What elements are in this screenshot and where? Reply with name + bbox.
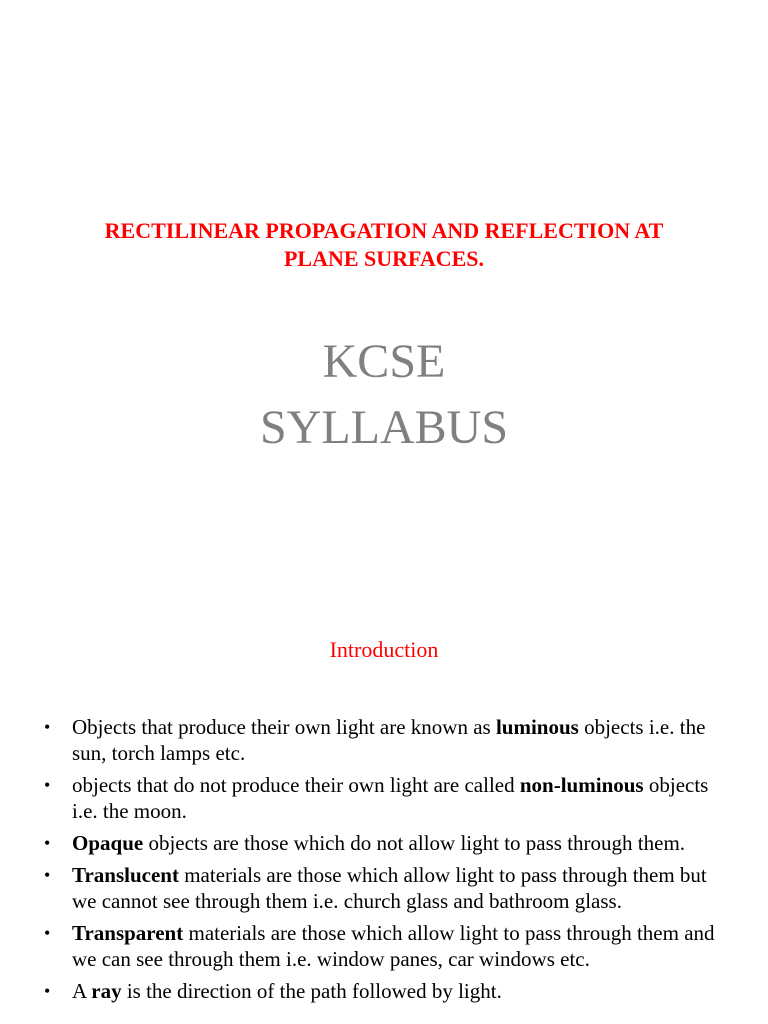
section-title-introduction: Introduction: [329, 637, 439, 662]
list-item: [0, 920, 768, 972]
bullet-text-bold: Opaque: [72, 831, 144, 855]
bullet-text-post: materials are those which allow light to pass through them and we can see through them i.e. window panes, car windows etc.: [72, 921, 715, 971]
bullet-text-bold: non-luminous: [519, 773, 644, 797]
bullet-text-bold: Translucent: [72, 863, 179, 887]
bullet-icon: •: [44, 775, 51, 795]
bullet-list: [0, 714, 768, 1010]
bullet-text-post: objects are those which do not allow light to pass through them.: [143, 831, 686, 855]
list-item: [0, 830, 768, 856]
list-item: [0, 978, 768, 1004]
list-item: [0, 862, 768, 914]
bullet-text-post: objects i.e. the moon.: [72, 773, 709, 823]
bullet-text-pre: objects that do not produce their own light are called: [72, 773, 520, 797]
heading-syllabus: SYLLABUS: [259, 401, 509, 454]
document-title-line2: PLANE SURFACES.: [283, 246, 485, 271]
heading-kcse: KCSE: [322, 335, 446, 388]
bullet-text-bold: ray: [91, 979, 122, 1003]
bullet-text-post: is the direction of the path followed by light.: [121, 979, 502, 1003]
document-title: [40, 217, 728, 273]
bullet-text-bold: luminous: [495, 715, 579, 739]
bullet-text-post: objects i.e. the sun, torch lamps etc.: [72, 715, 706, 765]
bullet-icon: •: [44, 923, 51, 943]
bullet-icon: •: [44, 865, 51, 885]
list-item: [0, 714, 768, 766]
list-item: [0, 772, 768, 824]
bullet-text-pre: Objects that produce their own light are known as: [72, 715, 496, 739]
bullet-text-post: materials are those which allow light to pass through them but we cannot see through them i.e. church glass and bathroom glass.: [72, 863, 707, 913]
bullet-text-pre: A: [72, 979, 92, 1003]
bullet-icon: •: [44, 981, 51, 1001]
bullet-icon: •: [44, 717, 51, 737]
document-title-line1: RECTILINEAR PROPAGATION AND REFLECTION AT: [104, 218, 664, 243]
bullet-icon: •: [44, 833, 51, 853]
bullet-text-bold: Transparent: [72, 921, 184, 945]
